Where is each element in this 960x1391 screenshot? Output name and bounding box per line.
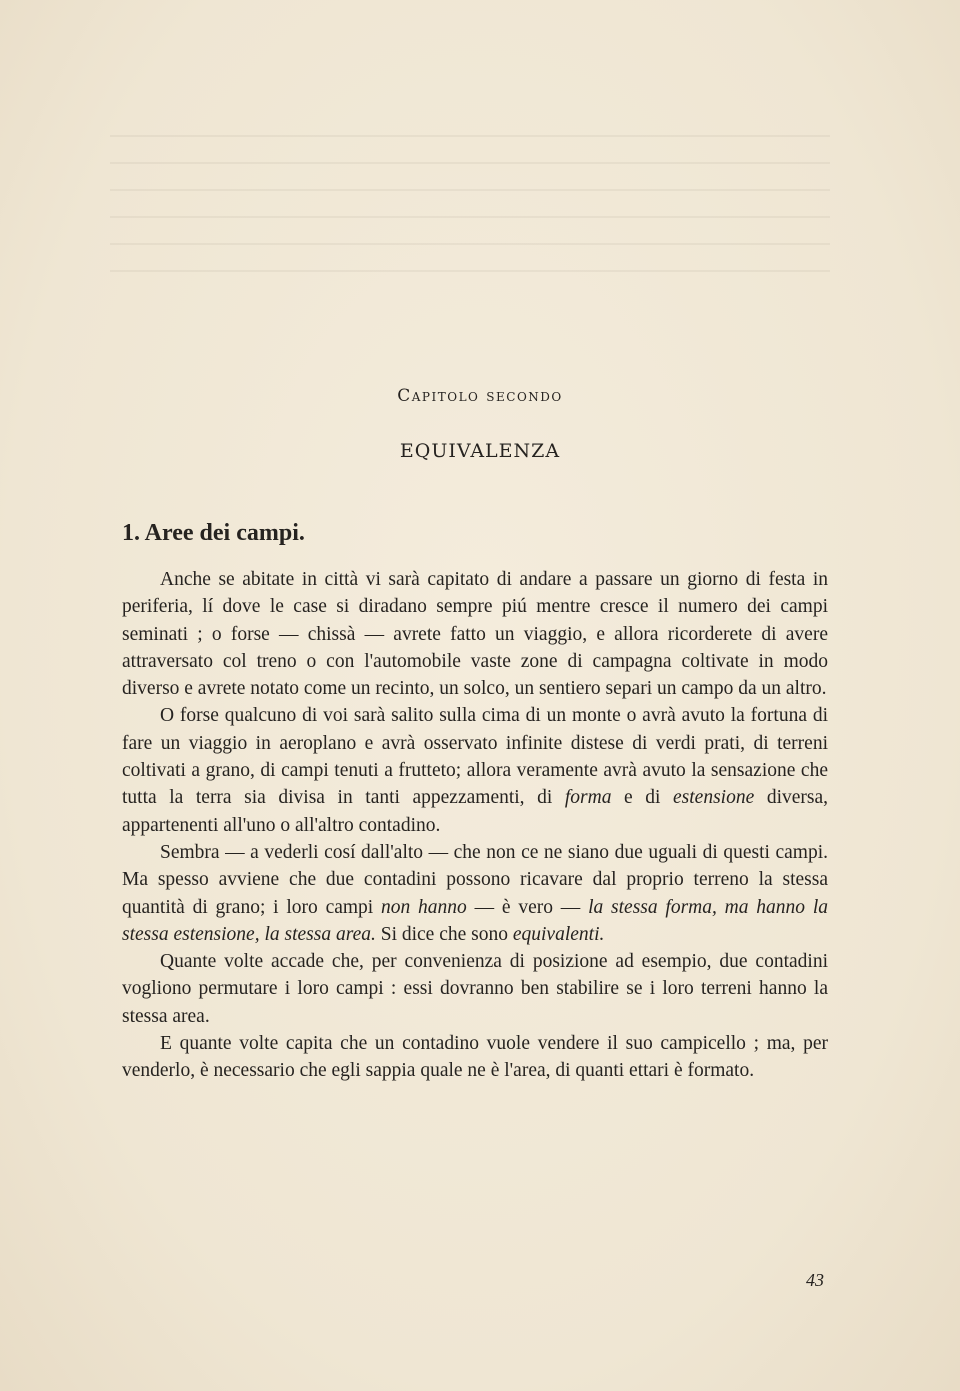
text-run: E quante volte capita che un contadino vuole vendere il suo campicello ; ma, per venderlo, è necessario che egli sappia quale ne è l'area, di quanti ettari è formato. xyxy=(122,1033,828,1082)
text-run: Anche se abitate in città vi sarà capitato di andare a passare un giorno di festa in periferia, lí dove le case si diradano sempre piú mentre cresce il numero dei campi seminati ; o forse — chissà — avrete fatto un viaggio, e allora ricorderete di avere attraversato col treno o con l'automobile vaste zone di campagna coltivate in modo diverso e avrete notato come un recinto, un solco, un sentiero separi un campo da un altro. xyxy=(122,569,828,700)
paragraph xyxy=(122,839,828,948)
text-run: Sembra — a vederli cosí dall'alto — che non ce ne siano due uguali di questi campi. Ma spesso avviene che due contadini possono ricavare dal proprio terreno la stessa quantità di grano; i loro campi xyxy=(122,841,828,918)
paragraph xyxy=(122,702,828,838)
page-number: 43 xyxy=(806,1270,824,1290)
show-through-text xyxy=(110,135,830,275)
italic-run: non hanno xyxy=(381,896,467,918)
text-run: — è vero — xyxy=(466,896,589,918)
text-run: O forse qualcuno di voi sarà salito sulla cima di un monte o avrà avuto la fortuna di fare un viaggio in aeroplano e avrà osservato infinite distese di verdi prati, di terreni coltivati a grano, di campi tenuti a frutteto; allora veramente avrà avuto la sensazione che tutta la terra sia divisa in tanti appezzamenti, di xyxy=(122,705,828,809)
text-run: Si dice che sono xyxy=(375,923,513,945)
italic-run: la stessa forma, ma hanno la stessa estensione, la stessa area. xyxy=(122,896,828,945)
text-run: diversa, appartenenti all'uno o all'altro contadino. xyxy=(122,787,829,836)
text-run: e di xyxy=(611,787,674,809)
paragraph xyxy=(122,948,828,1030)
paragraph xyxy=(122,566,828,702)
section-heading: 1. Aree dei campi. xyxy=(122,520,305,546)
body-text xyxy=(122,566,828,1085)
italic-run: estensione xyxy=(673,787,755,809)
italic-run: forma xyxy=(564,787,612,809)
chapter-label: Capitolo secondo xyxy=(397,386,563,406)
italic-run: equivalenti. xyxy=(512,923,605,945)
chapter-title: EQUIVALENZA xyxy=(399,440,561,462)
paragraph xyxy=(122,1030,828,1085)
text-run: Quante volte accade che, per convenienza di posizione ad esempio, due contadini vogliono permutare i loro campi : essi dovranno ben stabilire se i loro terreni hanno la stessa area. xyxy=(122,951,828,1027)
